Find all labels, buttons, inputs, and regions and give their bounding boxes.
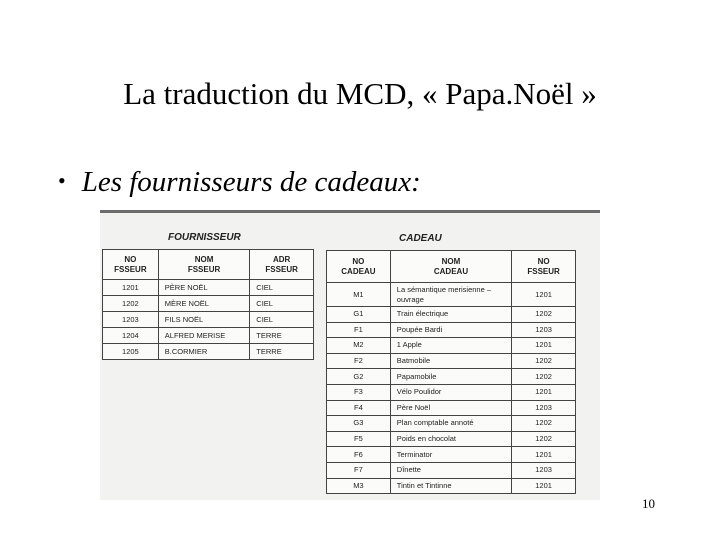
cadeau-table [326, 250, 576, 494]
cell-no-cadeau: G1 [327, 307, 391, 323]
cell-no-fsseur: 1203 [103, 312, 159, 328]
fournisseur-header-no: NO FSSEUR [103, 250, 159, 280]
cell-no-fsseur: 1201 [512, 338, 576, 354]
table-row [103, 280, 314, 296]
cell-no-cadeau: F5 [327, 431, 391, 447]
bullet-item [58, 166, 421, 199]
cell-no-cadeau: M2 [327, 338, 391, 354]
table-row [327, 462, 576, 478]
table-row [103, 344, 314, 360]
cell-no-fsseur: 1203 [512, 400, 576, 416]
bullet-text: Les fournisseurs de cadeaux: [81, 166, 421, 198]
table-row [327, 338, 576, 354]
cell-adr-fsseur: TERRE [250, 328, 314, 344]
table-row [327, 283, 576, 307]
fournisseur-table [102, 249, 314, 360]
cell-no-fsseur: 1201 [512, 447, 576, 463]
table-row [103, 312, 314, 328]
fournisseur-table-title: FOURNISSEUR [168, 232, 241, 243]
fournisseur-header-nom: NOM FSSEUR [158, 250, 250, 280]
cadeau-header-row [327, 251, 576, 283]
cell-no-fsseur: 1203 [512, 462, 576, 478]
table-row [327, 431, 576, 447]
cell-nom-cadeau: 1 Apple [390, 338, 511, 354]
table-row [327, 478, 576, 494]
cell-no-fsseur: 1201 [512, 384, 576, 400]
table-row [327, 400, 576, 416]
scanned-tables-image [100, 210, 600, 500]
cell-nom-cadeau: Tintin et Tintinne [390, 478, 511, 494]
page-number: 10 [642, 496, 655, 511]
cell-nom-cadeau: Père Noël [390, 400, 511, 416]
cell-nom-cadeau: Train électrique [390, 307, 511, 323]
table-row [327, 353, 576, 369]
cell-no-fsseur: 1201 [512, 283, 576, 307]
cell-no-cadeau: F2 [327, 353, 391, 369]
cell-no-cadeau: G3 [327, 416, 391, 432]
cell-no-fsseur: 1202 [103, 296, 159, 312]
cell-no-cadeau: F4 [327, 400, 391, 416]
cell-no-fsseur: 1202 [512, 431, 576, 447]
cell-no-fsseur: 1203 [512, 322, 576, 338]
cell-nom-cadeau: Dînette [390, 462, 511, 478]
cell-no-fsseur: 1204 [103, 328, 159, 344]
cadeau-table-title: CADEAU [399, 233, 442, 244]
slide-title: La traduction du MCD, « Papa.Noël » [123, 76, 597, 111]
fournisseur-header-adr: ADR FSSEUR [250, 250, 314, 280]
table-row [103, 328, 314, 344]
cell-nom-cadeau: Papamobile [390, 369, 511, 385]
cell-nom-fsseur: PÈRE NOËL [158, 280, 250, 296]
table-row [327, 384, 576, 400]
fournisseur-header-row [103, 250, 314, 280]
cell-no-cadeau: F1 [327, 322, 391, 338]
cell-adr-fsseur: CIEL [250, 312, 314, 328]
cell-nom-fsseur: FILS NOËL [158, 312, 250, 328]
cell-no-cadeau: M1 [327, 283, 391, 307]
cell-no-fsseur: 1202 [512, 353, 576, 369]
cell-no-fsseur: 1202 [512, 416, 576, 432]
cell-nom-cadeau: Terminator [390, 447, 511, 463]
table-row [327, 307, 576, 323]
cell-no-cadeau: F3 [327, 384, 391, 400]
table-row [103, 296, 314, 312]
cell-no-fsseur: 1201 [512, 478, 576, 494]
cell-adr-fsseur: CIEL [250, 296, 314, 312]
cell-no-fsseur: 1205 [103, 344, 159, 360]
cell-no-fsseur: 1202 [512, 307, 576, 323]
cell-adr-fsseur: TERRE [250, 344, 314, 360]
table-row [327, 369, 576, 385]
table-row [327, 416, 576, 432]
cell-nom-fsseur: B.CORMIER [158, 344, 250, 360]
cell-no-cadeau: F6 [327, 447, 391, 463]
bullet-dot-icon: • [58, 168, 66, 193]
cell-nom-cadeau: Vélo Poulidor [390, 384, 511, 400]
cell-nom-fsseur: ALFRED MERISE [158, 328, 250, 344]
cell-nom-cadeau: Plan comptable annoté [390, 416, 511, 432]
cell-adr-fsseur: CIEL [250, 280, 314, 296]
cell-no-cadeau: G2 [327, 369, 391, 385]
cell-nom-cadeau: Poids en chocolat [390, 431, 511, 447]
cell-no-cadeau: F7 [327, 462, 391, 478]
table-row [327, 322, 576, 338]
cell-nom-cadeau: Poupée Bardi [390, 322, 511, 338]
cell-no-cadeau: M3 [327, 478, 391, 494]
cell-no-fsseur: 1202 [512, 369, 576, 385]
cell-no-fsseur: 1201 [103, 280, 159, 296]
cell-nom-cadeau: Batmobile [390, 353, 511, 369]
cell-nom-cadeau: La sémantique merisienne – ouvrage [390, 283, 511, 307]
table-row [327, 447, 576, 463]
cadeau-header-no-fsseur: NO FSSEUR [512, 251, 576, 283]
cadeau-header-no: NO CADEAU [327, 251, 391, 283]
cadeau-header-nom: NOM CADEAU [390, 251, 511, 283]
cell-nom-fsseur: MÈRE NOËL [158, 296, 250, 312]
